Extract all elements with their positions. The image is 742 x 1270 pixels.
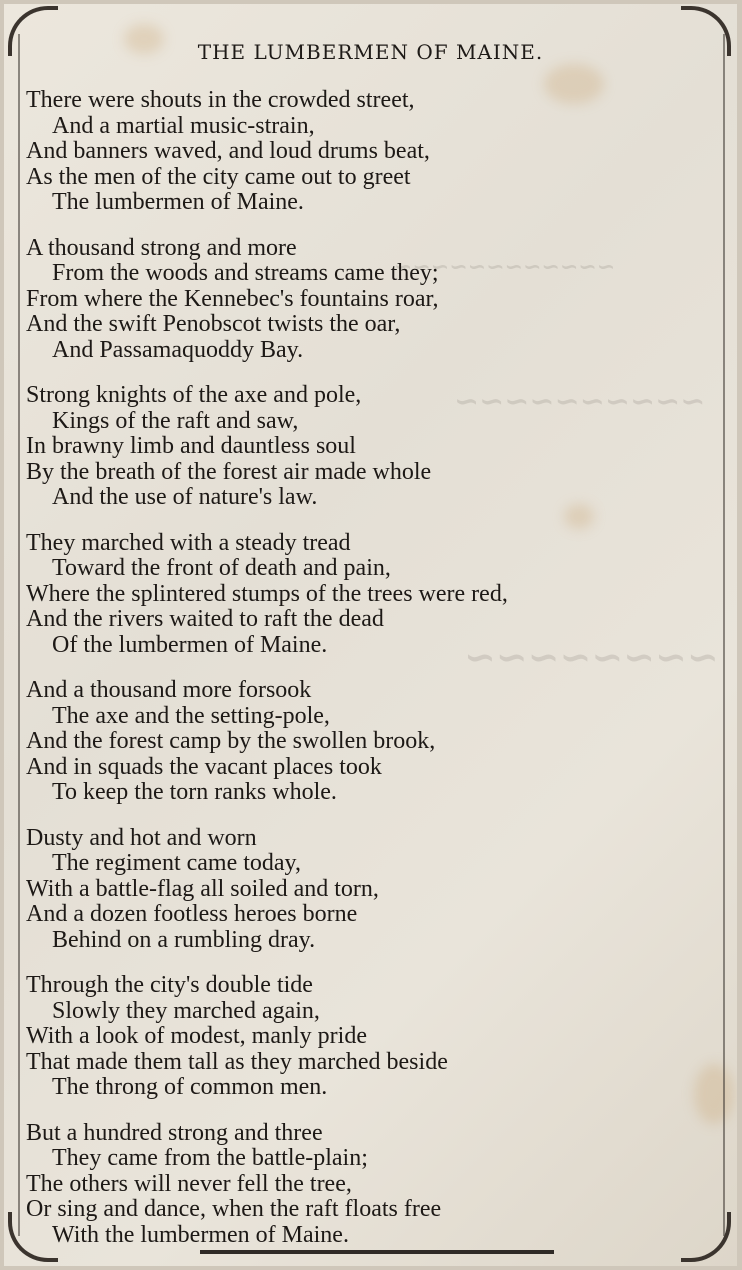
stanza	[26, 383, 726, 511]
poem-line: Behind on a rumbling dray.	[52, 926, 316, 953]
poem-line: And a dozen footless heroes borne	[26, 901, 358, 927]
poem-line: That made them tall as they marched beside	[26, 1048, 448, 1075]
poem-line: The others will never fell the tree,	[26, 1170, 352, 1197]
reverse-side-bleedthrough: ~~~~~~~~~~	[454, 384, 706, 419]
poem-line: From where the Kennebec's fountains roar,	[26, 285, 439, 312]
poem-line: As the men of the city came out to greet	[26, 163, 411, 190]
bottom-rule	[200, 1250, 554, 1254]
stanza-gap	[26, 363, 726, 383]
poem-line: Or sing and dance, when the raft floats free	[26, 1196, 442, 1222]
poem-line: Dusty and hot and worn	[26, 824, 257, 851]
stanza-gap	[26, 216, 726, 236]
stanza	[26, 973, 726, 1101]
stanza-gap	[26, 1101, 726, 1121]
poem-line: But a hundred strong and three	[26, 1119, 323, 1146]
poem-line: And Passamaquoddy Bay.	[52, 336, 304, 363]
poem-line: To keep the torn ranks whole.	[52, 779, 337, 805]
stanza-gap	[26, 658, 726, 678]
poem-line: Through the city's double tide	[26, 972, 313, 998]
poem-line: From the woods and streams came they;	[52, 260, 439, 286]
reverse-side-bleedthrough: ~~~~~~~~	[464, 634, 719, 679]
poem-line: And banners waved, and loud drums beat,	[26, 138, 430, 164]
poem-line: Strong knights of the axe and pole,	[26, 382, 362, 408]
poem-line: And the rivers waited to raft the dead	[26, 606, 384, 632]
poem-line: Where the splintered stumps of the trees were red,	[26, 580, 508, 607]
poem-line: With a look of modest, manly pride	[26, 1023, 367, 1049]
poem-line: They marched with a steady tread	[26, 529, 351, 556]
poem-line: The axe and the setting-pole,	[52, 702, 330, 729]
stanza	[26, 826, 726, 954]
stanza	[26, 1121, 726, 1249]
poem-line: And the forest camp by the swollen brook,	[26, 728, 436, 754]
stanza	[26, 678, 726, 806]
stanza-gap	[26, 511, 726, 531]
poem-line: With the lumbermen of Maine.	[52, 1221, 349, 1248]
poem-line: By the breath of the forest air made whole	[26, 458, 432, 485]
poem-line: And in squads the vacant places took	[26, 753, 382, 780]
poem-line: Toward the front of death and pain,	[52, 555, 391, 581]
stanza	[26, 531, 726, 659]
poem-line: And the swift Penobscot twists the oar,	[26, 311, 401, 337]
poem-line: There were shouts in the crowded street,	[26, 87, 415, 113]
stanza-gap	[26, 953, 726, 973]
poem-body	[26, 88, 726, 1248]
poem-line: And a thousand more forsook	[26, 677, 312, 703]
poem-line: With a battle-flag all soiled and torn,	[26, 875, 379, 902]
poem-line: A thousand strong and more	[26, 234, 297, 261]
poem-line: Slowly they marched again,	[52, 997, 320, 1024]
poem-line: They came from the battle-plain;	[52, 1145, 368, 1171]
poem-line: And the use of nature's law.	[52, 484, 318, 510]
poem-line: The throng of common men.	[52, 1074, 328, 1100]
reverse-side-bleedthrough: ~~~~~~~~~~~~	[394, 254, 616, 280]
stanza	[26, 236, 726, 364]
newspaper-clipping	[4, 4, 737, 1266]
left-column-rule	[18, 34, 20, 1236]
poem-line: And a martial music-strain,	[52, 112, 315, 139]
poem-line: Kings of the raft and saw,	[52, 407, 299, 434]
stanza-gap	[26, 806, 726, 826]
poem-line: The regiment came today,	[52, 850, 301, 876]
poem-title: THE LUMBERMEN OF MAINE.	[197, 40, 544, 64]
stanza	[26, 88, 726, 216]
poem-line: In brawny limb and dauntless soul	[26, 433, 356, 459]
poem-line: Of the lumbermen of Maine.	[52, 631, 328, 658]
poem-line: The lumbermen of Maine.	[52, 189, 304, 215]
